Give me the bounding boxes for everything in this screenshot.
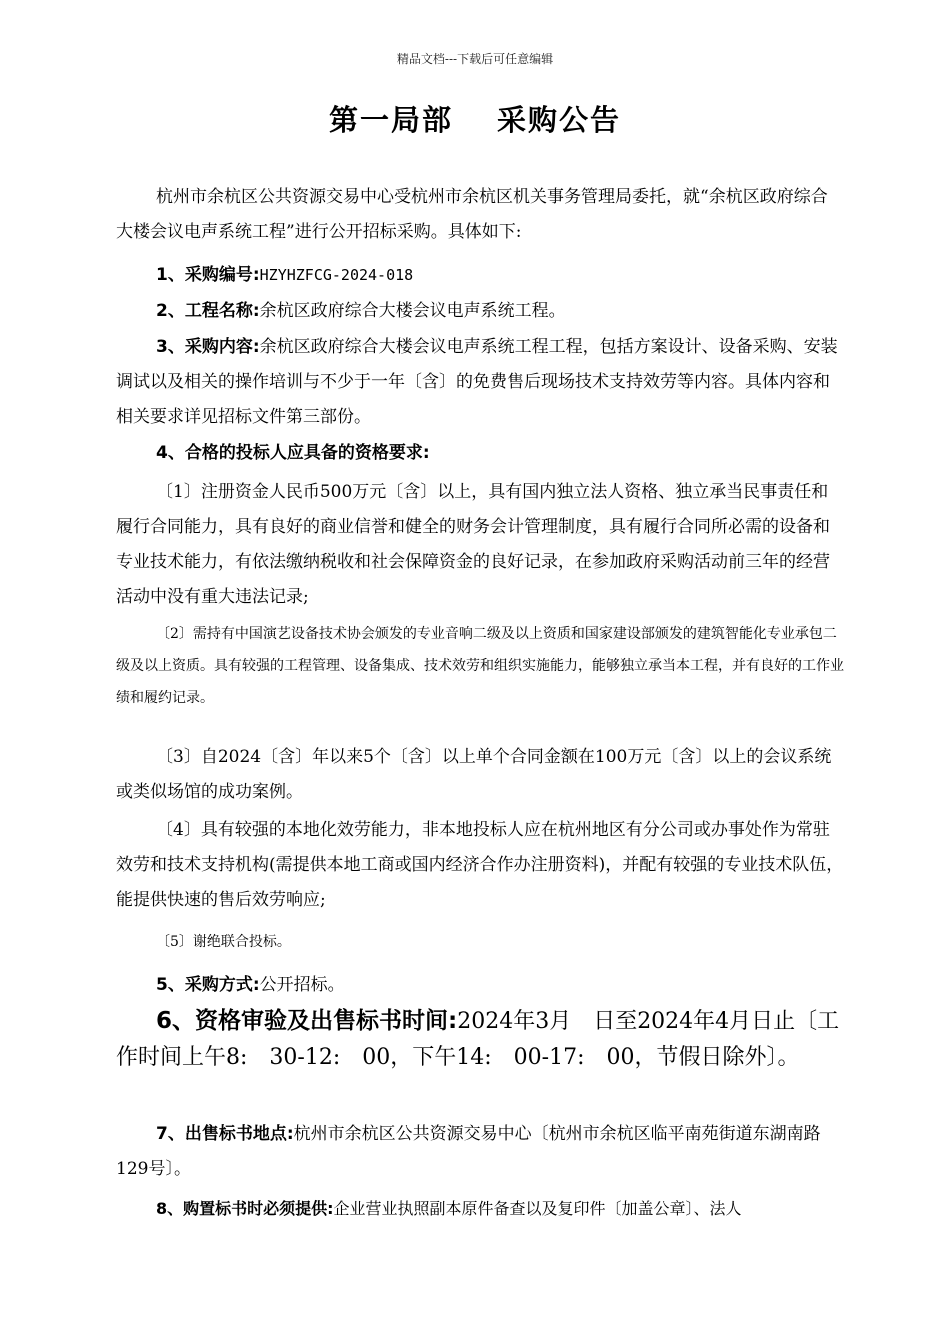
item-2-label: 2、工程名称: bbox=[156, 301, 260, 321]
requirement-2: 〔2〕需持有中国演艺设备技术协会颁发的专业音响二级及以上资质和国家建设部颁发的建筑智能化专业承包二级及以上资质。具有较强的工程管理、设备集成、技术效劳和组织实施能力，能够独立承当本工程，并有良好的工作业绩和履约记录。 bbox=[116, 626, 844, 706]
header-note: 精品文档---下载后可任意编辑 bbox=[396, 52, 554, 66]
item-7-value: 杭州市余杭区公共资源交易中心〔杭州市余杭区临平南苑街道东湖南路129号〕。 bbox=[116, 1124, 821, 1179]
item-3-label: 3、采购内容: bbox=[156, 337, 260, 357]
item-3-value: 余杭区政府综合大楼会议电声系统工程工程，包括方案设计、设备采购、安装调试以及相关的操作培训与不少于一年〔含〕的免费售后现场技术支持效劳等内容。具体内容和相关要求详见招标文件第三部份。 bbox=[116, 337, 838, 427]
item-5-value: 公开招标。 bbox=[259, 975, 345, 995]
requirement-5: 〔5〕谢绝联合投标。 bbox=[156, 934, 291, 950]
item-3 bbox=[116, 330, 844, 435]
item-6 bbox=[116, 1003, 844, 1076]
requirement-1: 〔1〕注册资金人民币500万元〔含〕以上，具有国内独立法人资格、独立承当民事责任和履行合同能力，具有良好的商业信誉和健全的财务会计管理制度，具有履行合同所必需的设备和专业技术能力，有依法缴纳税收和社会保障资金的良好记录，在参加政府采购活动前三年的经营活动中没有重大违法记录; bbox=[116, 482, 830, 607]
item-8-value: 企业营业执照副本原件备查以及复印件〔加盖公章〕、法人 bbox=[333, 1199, 742, 1218]
item-7 bbox=[116, 1117, 844, 1187]
item-4-label: 4、合格的投标人应具备的资格要求: bbox=[156, 443, 430, 463]
item-6-value: 2024年3月 日至2024年4月日止〔工作时间上午8: 30-12: 00，下午14: 00-17: 00，节假日除外〕。 bbox=[116, 1009, 840, 1070]
item-1 bbox=[116, 258, 844, 293]
item-4 bbox=[116, 436, 844, 471]
intro-paragraph: 杭州市余杭区公共资源交易中心受杭州市余杭区机关事务管理局委托，就“余杭区政府综合大楼会议电声系统工程”进行公开招标采购。具体如下: bbox=[116, 187, 828, 242]
item-6-label: 6、资格审验及出售标书时间: bbox=[156, 1008, 458, 1034]
item-2-value: 余杭区政府综合大楼会议电声系统工程。 bbox=[259, 301, 566, 321]
title-part: 第一局部 bbox=[328, 103, 453, 137]
item-1-value: HZYHZFCG-2024-018 bbox=[259, 266, 414, 284]
item-8 bbox=[116, 1191, 844, 1226]
item-7-label: 7、出售标书地点: bbox=[156, 1124, 294, 1144]
requirement-3: 〔3〕自2024〔含〕年以来5个〔含〕以上单个合同金额在100万元〔含〕以上的会议系统或类似场馆的成功案例。 bbox=[116, 747, 832, 802]
title-main: 采购公告 bbox=[497, 103, 622, 137]
item-5-label: 5、采购方式: bbox=[156, 975, 260, 995]
item-1-label: 1、采购编号: bbox=[156, 265, 260, 285]
page-title bbox=[0, 98, 950, 139]
requirement-4: 〔4〕具有较强的本地化效劳能力，非本地投标人应在杭州地区有分公司或办事处作为常驻效劳和技术支持机构(需提供本地工商或国内经济合作办注册资料)，并配有较强的专业技术队伍，能提供快速的售后效劳响应; bbox=[116, 820, 844, 910]
item-2 bbox=[116, 294, 844, 329]
item-8-label: 8、购置标书时必须提供: bbox=[156, 1199, 334, 1218]
item-5 bbox=[116, 968, 844, 1003]
